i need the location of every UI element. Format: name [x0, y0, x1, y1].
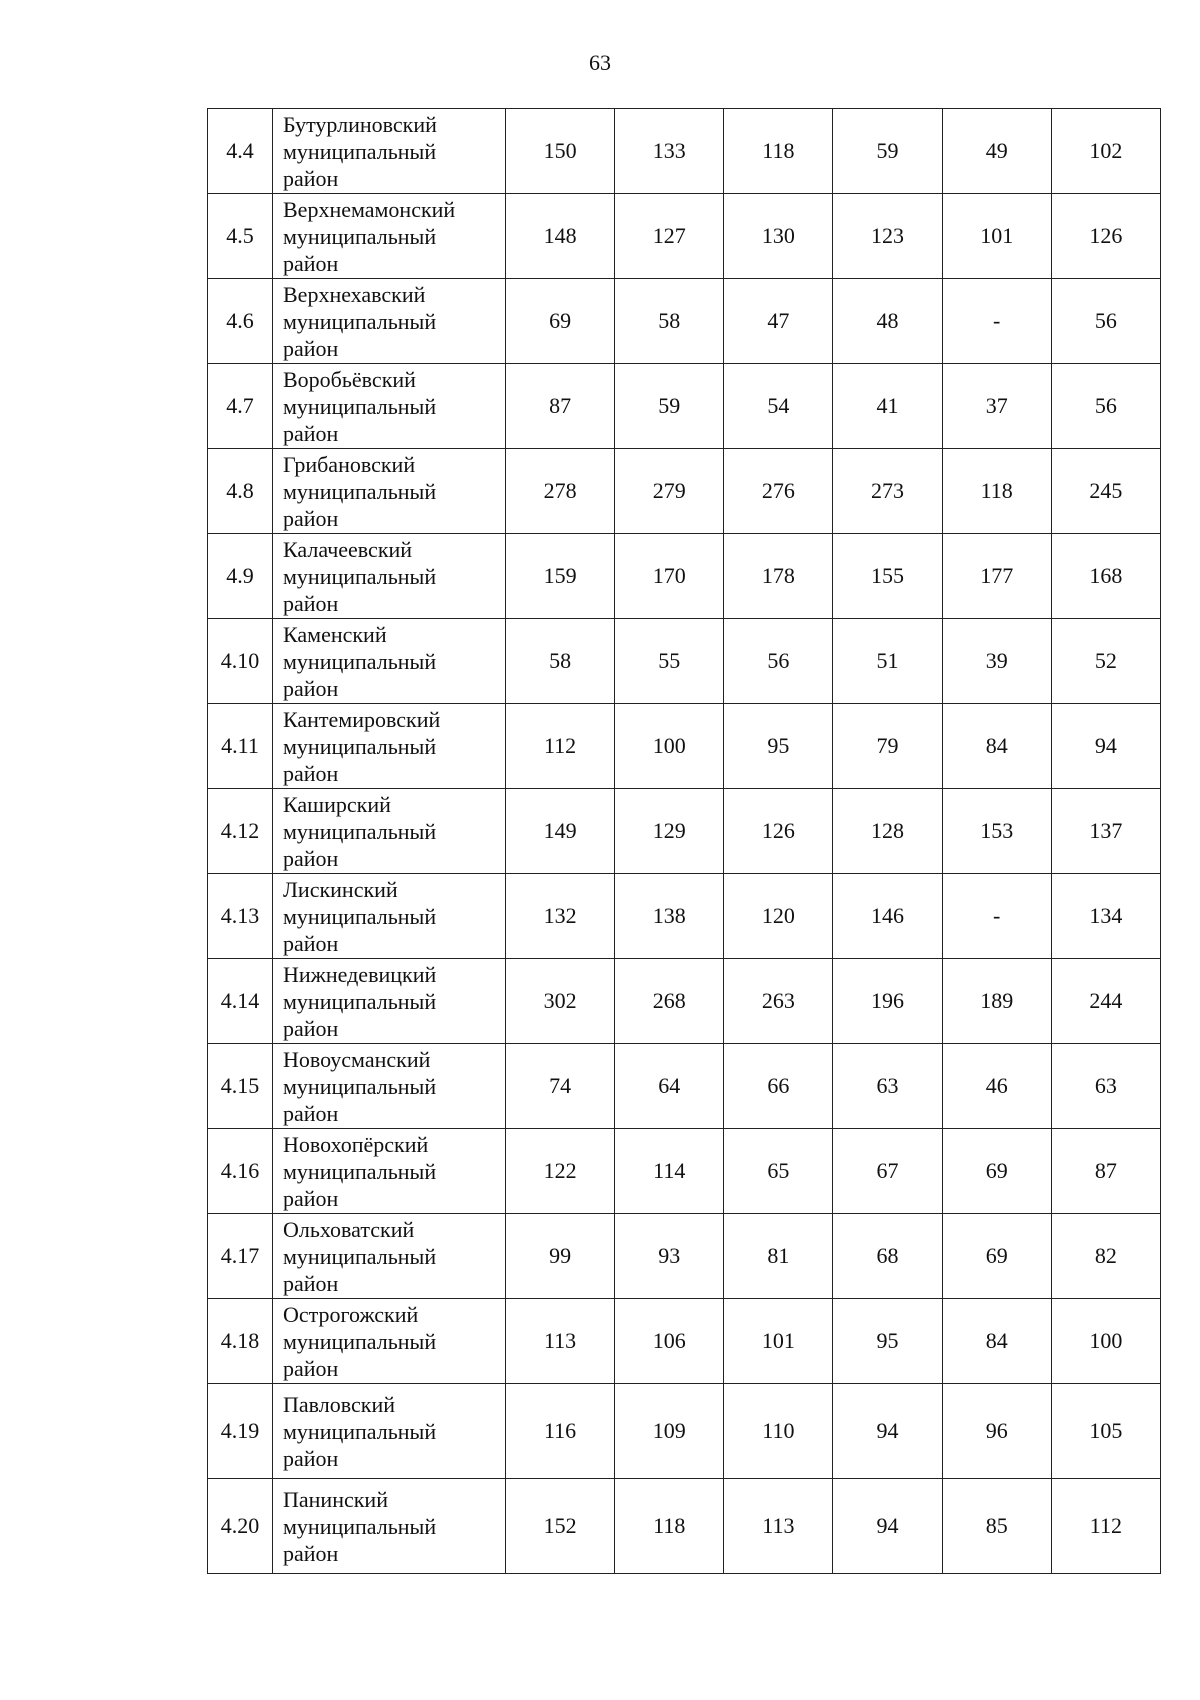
district-name-cell	[273, 1479, 506, 1574]
value-cell: 101	[942, 194, 1051, 279]
value-cell: 153	[942, 789, 1051, 874]
value-cell: 159	[506, 534, 615, 619]
value-cell: 302	[506, 959, 615, 1044]
row-number-cell: 4.7	[208, 364, 273, 449]
value-cell: 148	[506, 194, 615, 279]
district-name-line: район	[283, 930, 339, 956]
district-name-cell	[273, 1299, 506, 1384]
value-cell: -	[942, 874, 1051, 959]
value-cell: 69	[942, 1214, 1051, 1299]
table-row	[208, 279, 1161, 364]
value-cell: 130	[724, 194, 833, 279]
district-name-line: район	[283, 1540, 339, 1566]
table-row	[208, 789, 1161, 874]
district-name-line: район	[283, 250, 339, 276]
value-cell: 138	[615, 874, 724, 959]
value-cell: 116	[506, 1384, 615, 1479]
district-name-line: район	[283, 335, 339, 361]
district-name-cell	[273, 959, 506, 1044]
row-number-cell: 4.9	[208, 534, 273, 619]
district-name-line: Лискинский	[283, 876, 398, 902]
value-cell: 177	[942, 534, 1051, 619]
page-number: 63	[589, 50, 611, 75]
district-name-line: Верхнемамонский	[283, 196, 456, 222]
district-name-line: муниципальный	[283, 1513, 437, 1539]
value-cell: 59	[833, 109, 942, 194]
value-cell: 244	[1051, 959, 1160, 1044]
row-number-cell: 4.8	[208, 449, 273, 534]
district-name-line: район	[283, 675, 339, 701]
value-cell: 64	[615, 1044, 724, 1129]
district-name-line: район	[283, 1100, 339, 1126]
value-cell: 102	[1051, 109, 1160, 194]
value-cell: 170	[615, 534, 724, 619]
value-cell: 127	[615, 194, 724, 279]
value-cell: 82	[1051, 1214, 1160, 1299]
table-row	[208, 109, 1161, 194]
district-name-line: муниципальный	[283, 478, 437, 504]
table-row	[208, 1299, 1161, 1384]
district-name-cell	[273, 1044, 506, 1129]
district-name-line: район	[283, 1185, 339, 1211]
row-number-cell: 4.11	[208, 704, 273, 789]
table-row	[208, 1384, 1161, 1479]
value-cell: 63	[1051, 1044, 1160, 1129]
district-name-cell	[273, 1384, 506, 1479]
value-cell: 55	[615, 619, 724, 704]
value-cell: 149	[506, 789, 615, 874]
value-cell: 112	[1051, 1479, 1160, 1574]
value-cell: 84	[942, 704, 1051, 789]
row-number-cell: 4.10	[208, 619, 273, 704]
district-name-line: Нижнедевицкий	[283, 961, 437, 987]
value-cell: 245	[1051, 449, 1160, 534]
district-name-cell	[273, 534, 506, 619]
district-name-cell	[273, 449, 506, 534]
district-name-line: район	[283, 1270, 339, 1296]
value-cell: 114	[615, 1129, 724, 1214]
value-cell: 106	[615, 1299, 724, 1384]
value-cell: 118	[724, 109, 833, 194]
district-name-cell	[273, 364, 506, 449]
value-cell: 278	[506, 449, 615, 534]
value-cell: 87	[506, 364, 615, 449]
value-cell: 66	[724, 1044, 833, 1129]
row-number-cell: 4.18	[208, 1299, 273, 1384]
value-cell: 105	[1051, 1384, 1160, 1479]
table-row	[208, 874, 1161, 959]
value-cell: 118	[615, 1479, 724, 1574]
district-name-cell	[273, 109, 506, 194]
row-number-cell: 4.20	[208, 1479, 273, 1574]
value-cell: 41	[833, 364, 942, 449]
value-cell: 168	[1051, 534, 1160, 619]
table-row	[208, 194, 1161, 279]
row-number-cell: 4.14	[208, 959, 273, 1044]
district-name-line: район	[283, 760, 339, 786]
value-cell: 118	[942, 449, 1051, 534]
value-cell: 95	[833, 1299, 942, 1384]
district-name-line: район	[283, 1015, 339, 1041]
value-cell: 47	[724, 279, 833, 364]
district-name-line: муниципальный	[283, 903, 437, 929]
value-cell: 123	[833, 194, 942, 279]
value-cell: 128	[833, 789, 942, 874]
district-name-line: район	[283, 505, 339, 531]
table-row	[208, 619, 1161, 704]
value-cell: 146	[833, 874, 942, 959]
value-cell: 152	[506, 1479, 615, 1574]
district-name-line: район	[283, 420, 339, 446]
value-cell: 68	[833, 1214, 942, 1299]
table-row	[208, 1479, 1161, 1574]
district-name-line: Верхнехавский	[283, 281, 426, 307]
value-cell: 109	[615, 1384, 724, 1479]
district-name-line: Новоусманский	[283, 1046, 431, 1072]
district-name-line: муниципальный	[283, 988, 437, 1014]
district-name-line: муниципальный	[283, 1328, 437, 1354]
row-number-cell: 4.15	[208, 1044, 273, 1129]
value-cell: 96	[942, 1384, 1051, 1479]
district-name-line: муниципальный	[283, 648, 437, 674]
value-cell: 67	[833, 1129, 942, 1214]
value-cell: 56	[1051, 279, 1160, 364]
value-cell: 94	[1051, 704, 1160, 789]
table-row	[208, 364, 1161, 449]
value-cell: 84	[942, 1299, 1051, 1384]
table-row	[208, 1044, 1161, 1129]
row-number-cell: 4.16	[208, 1129, 273, 1214]
district-name-line: муниципальный	[283, 138, 437, 164]
value-cell: 101	[724, 1299, 833, 1384]
value-cell: 87	[1051, 1129, 1160, 1214]
value-cell: 113	[506, 1299, 615, 1384]
value-cell: 122	[506, 1129, 615, 1214]
table-row	[208, 449, 1161, 534]
row-number-cell: 4.4	[208, 109, 273, 194]
value-cell: 65	[724, 1129, 833, 1214]
value-cell: 56	[1051, 364, 1160, 449]
row-number-cell: 4.13	[208, 874, 273, 959]
value-cell: 129	[615, 789, 724, 874]
district-name-line: Ольховатский	[283, 1216, 415, 1242]
district-name-line: район	[283, 165, 339, 191]
value-cell: 95	[724, 704, 833, 789]
value-cell: 133	[615, 109, 724, 194]
value-cell: 273	[833, 449, 942, 534]
value-cell: 94	[833, 1479, 942, 1574]
value-cell: 46	[942, 1044, 1051, 1129]
table-row	[208, 1214, 1161, 1299]
value-cell: 39	[942, 619, 1051, 704]
row-number-cell: 4.19	[208, 1384, 273, 1479]
value-cell: 100	[615, 704, 724, 789]
value-cell: 134	[1051, 874, 1160, 959]
district-name-line: Каменский	[283, 621, 387, 647]
district-name-line: Каширский	[283, 791, 391, 817]
value-cell: 48	[833, 279, 942, 364]
value-cell: 81	[724, 1214, 833, 1299]
district-name-line: муниципальный	[283, 1243, 437, 1269]
value-cell: 120	[724, 874, 833, 959]
value-cell: 263	[724, 959, 833, 1044]
district-name-line: район	[283, 1445, 339, 1471]
district-name-line: Острогожский	[283, 1301, 419, 1327]
value-cell: 85	[942, 1479, 1051, 1574]
value-cell: 63	[833, 1044, 942, 1129]
row-number-cell: 4.5	[208, 194, 273, 279]
district-name-line: район	[283, 1355, 339, 1381]
district-name-line: Бутурлиновский	[283, 111, 437, 137]
district-name-cell	[273, 194, 506, 279]
district-name-cell	[273, 704, 506, 789]
district-name-cell	[273, 789, 506, 874]
district-name-line: Павловский	[283, 1391, 395, 1417]
row-number-cell: 4.17	[208, 1214, 273, 1299]
value-cell: 137	[1051, 789, 1160, 874]
value-cell: 93	[615, 1214, 724, 1299]
table-row	[208, 1129, 1161, 1214]
district-name-line: Панинский	[283, 1486, 388, 1512]
district-name-cell	[273, 1214, 506, 1299]
district-name-cell	[273, 874, 506, 959]
table-row	[208, 534, 1161, 619]
value-cell: -	[942, 279, 1051, 364]
row-number-cell: 4.6	[208, 279, 273, 364]
district-name-line: муниципальный	[283, 1158, 437, 1184]
district-name-line: муниципальный	[283, 393, 437, 419]
value-cell: 99	[506, 1214, 615, 1299]
value-cell: 94	[833, 1384, 942, 1479]
table-body	[208, 109, 1161, 1574]
district-name-line: муниципальный	[283, 308, 437, 334]
value-cell: 150	[506, 109, 615, 194]
district-name-line: Грибановский	[283, 451, 416, 477]
value-cell: 69	[942, 1129, 1051, 1214]
district-name-line: муниципальный	[283, 1418, 437, 1444]
value-cell: 69	[506, 279, 615, 364]
table-row	[208, 704, 1161, 789]
value-cell: 268	[615, 959, 724, 1044]
value-cell: 126	[724, 789, 833, 874]
value-cell: 52	[1051, 619, 1160, 704]
data-table	[207, 108, 1161, 1574]
value-cell: 132	[506, 874, 615, 959]
value-cell: 54	[724, 364, 833, 449]
district-name-cell	[273, 1129, 506, 1214]
district-name-line: Кантемировский	[283, 706, 441, 732]
district-name-line: муниципальный	[283, 818, 437, 844]
value-cell: 37	[942, 364, 1051, 449]
value-cell: 49	[942, 109, 1051, 194]
value-cell: 74	[506, 1044, 615, 1129]
value-cell: 126	[1051, 194, 1160, 279]
value-cell: 113	[724, 1479, 833, 1574]
value-cell: 276	[724, 449, 833, 534]
value-cell: 196	[833, 959, 942, 1044]
value-cell: 189	[942, 959, 1051, 1044]
district-name-cell	[273, 619, 506, 704]
value-cell: 59	[615, 364, 724, 449]
value-cell: 58	[615, 279, 724, 364]
district-name-line: район	[283, 845, 339, 871]
district-name-line: Воробьёвский	[283, 366, 416, 392]
value-cell: 79	[833, 704, 942, 789]
value-cell: 51	[833, 619, 942, 704]
value-cell: 279	[615, 449, 724, 534]
value-cell: 58	[506, 619, 615, 704]
district-name-line: Новохопёрский	[283, 1131, 429, 1157]
value-cell: 100	[1051, 1299, 1160, 1384]
district-name-cell	[273, 279, 506, 364]
value-cell: 178	[724, 534, 833, 619]
value-cell: 56	[724, 619, 833, 704]
district-name-line: район	[283, 590, 339, 616]
district-name-line: Калачеевский	[283, 536, 413, 562]
district-name-line: муниципальный	[283, 1073, 437, 1099]
value-cell: 112	[506, 704, 615, 789]
district-name-line: муниципальный	[283, 223, 437, 249]
value-cell: 110	[724, 1384, 833, 1479]
row-number-cell: 4.12	[208, 789, 273, 874]
value-cell: 155	[833, 534, 942, 619]
district-name-line: муниципальный	[283, 733, 437, 759]
district-name-line: муниципальный	[283, 563, 437, 589]
table-row	[208, 959, 1161, 1044]
